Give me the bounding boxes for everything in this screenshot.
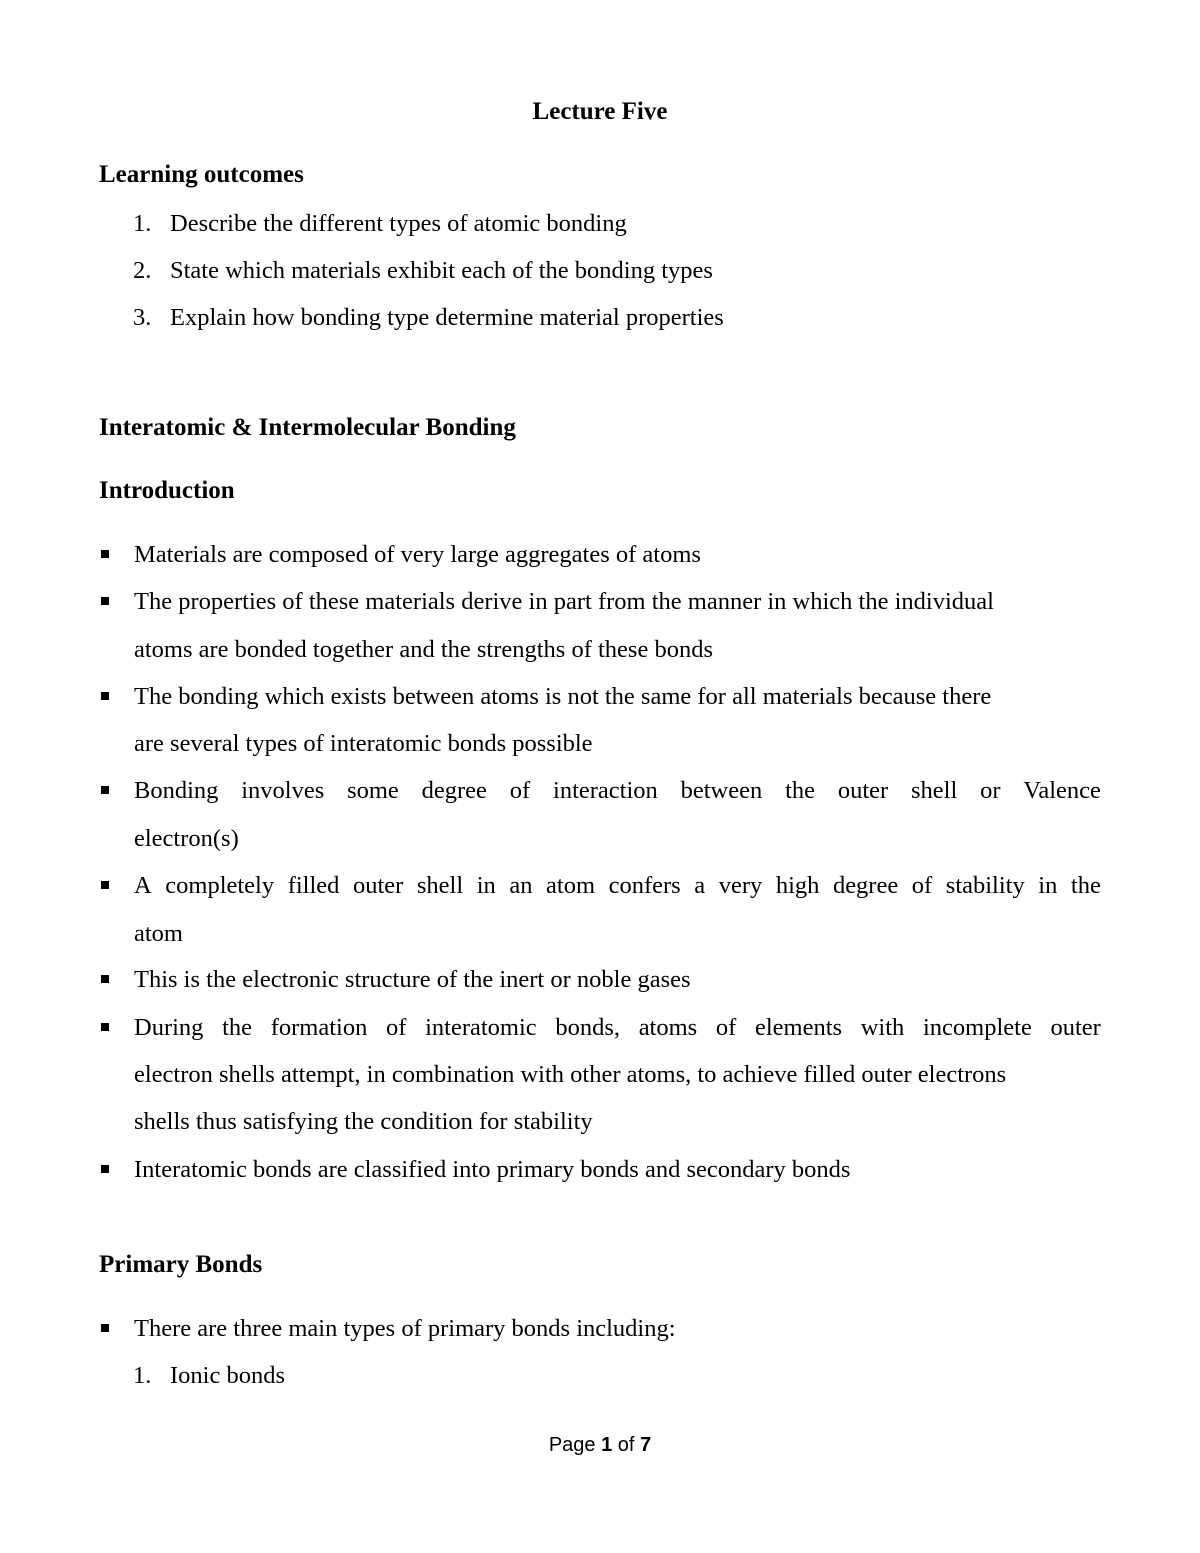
- bullet-text-continued: atom: [134, 920, 183, 947]
- footer-middle: of: [612, 1434, 641, 1456]
- page-title: Lecture Five: [532, 98, 668, 125]
- bullet-text-continued: atoms are bonded together and the strengths of these bonds: [134, 636, 714, 663]
- bullet-text: The properties of these materials derive in part from the manner in which the individual: [134, 588, 994, 615]
- footer-current-page: 1: [601, 1434, 613, 1456]
- bullet-icon: [101, 1023, 109, 1031]
- bullet-text-justified: Bonding involves some degree of interaction between the outer shell or Valence: [134, 777, 1101, 804]
- bullet-icon: [101, 786, 109, 794]
- bullet-text-continued: electron shells attempt, in combination with other atoms, to achieve filled outer electrons: [134, 1061, 1007, 1088]
- outcome-number: 2.: [133, 257, 152, 284]
- bullet-text: The bonding which exists between atoms is not the same for all materials because there: [134, 683, 992, 710]
- outcome-text: Explain how bonding type determine material properties: [170, 304, 724, 331]
- outcome-number: 1.: [133, 210, 152, 237]
- outcome-text: State which materials exhibit each of the bonding types: [170, 257, 713, 284]
- bullet-text: This is the electronic structure of the inert or noble gases: [134, 966, 691, 993]
- outcome-text: Describe the different types of atomic bonding: [170, 210, 627, 237]
- section-heading: Interatomic & Intermolecular Bonding: [99, 414, 516, 441]
- page-footer: [0, 1434, 1200, 1457]
- bullet-icon: [101, 1165, 109, 1173]
- bullet-text: Materials are composed of very large aggregates of atoms: [134, 541, 701, 568]
- primary-bond-number: 1.: [133, 1362, 152, 1389]
- bullet-text: There are three main types of primary bonds including:: [134, 1315, 676, 1342]
- footer-prefix: Page: [548, 1434, 602, 1456]
- bullet-icon: [101, 881, 109, 889]
- introduction-heading: Introduction: [99, 477, 235, 504]
- primary-bond-text: Ionic bonds: [170, 1362, 285, 1389]
- bullet-icon: [101, 597, 109, 605]
- bullet-icon: [101, 692, 109, 700]
- bullet-text-continued: electron(s): [134, 825, 239, 852]
- bullet-text-continued: shells thus satisfying the condition for stability: [134, 1108, 593, 1135]
- bullet-icon: [101, 975, 109, 983]
- bullet-text-justified: During the formation of interatomic bonds, atoms of elements with incomplete outer: [134, 1014, 1101, 1041]
- bullet-text: Interatomic bonds are classified into primary bonds and secondary bonds: [134, 1156, 851, 1183]
- learning-outcomes-heading: Learning outcomes: [99, 161, 304, 188]
- bullet-icon: [101, 1324, 109, 1332]
- primary-bonds-heading: Primary Bonds: [99, 1251, 263, 1278]
- bullet-text-continued: are several types of interatomic bonds possible: [134, 730, 593, 757]
- footer-total-pages: 7: [640, 1434, 652, 1456]
- bullet-icon: [101, 550, 109, 558]
- outcome-number: 3.: [133, 304, 152, 331]
- bullet-text-justified: A completely filled outer shell in an atom confers a very high degree of stability in the: [134, 872, 1101, 899]
